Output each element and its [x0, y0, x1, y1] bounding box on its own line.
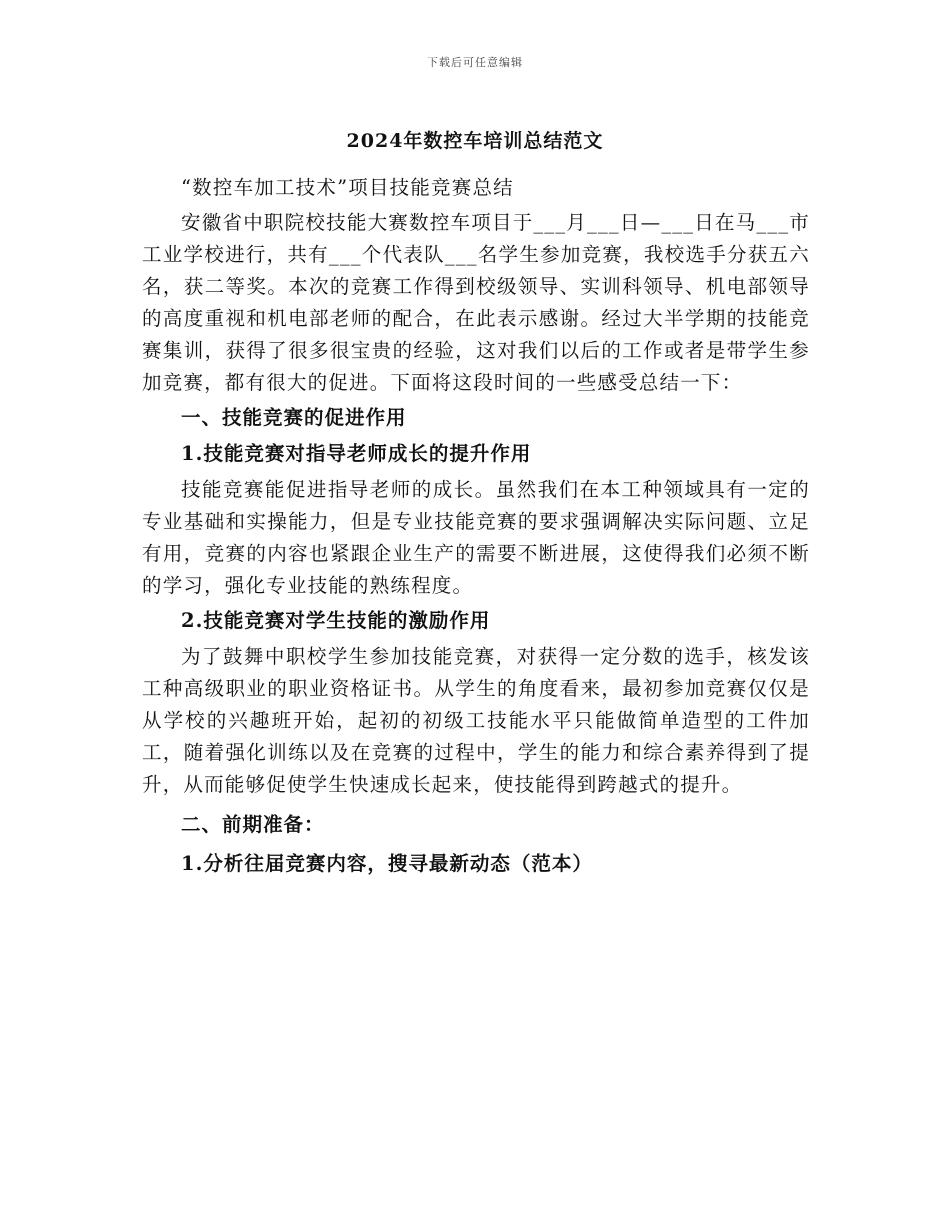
subsection-3-heading: 1.分析往届竞赛内容，搜寻最新动态（范本） — [181, 852, 593, 875]
subtitle-paragraph: “数控车加工技术”项目技能竞赛总结 — [181, 176, 514, 199]
header-note: 下载后可任意编辑 — [427, 56, 523, 69]
section-1-heading: 一、技能竞赛的促进作用 — [181, 406, 407, 429]
section-2-heading: 二、前期准备： — [181, 813, 325, 836]
document-body — [142, 172, 810, 884]
subsection-2-paragraph: 为了鼓舞中职校学生参加技能竞赛，对获得一定分数的选手，核发该工种高级职业的职业资格证书。从学生的角度看来，最初参加竞赛仅仅是从学校的兴趣班开始，起初的初级工技能水平只能做简单造型的工件加工，随着强化训练以及在竞赛的过程中，学生的能力和综合素养得到了提升，从而能够促使学生快速成长起来，使技能得到跨越式的提升。 — [142, 645, 810, 796]
subsection-1-paragraph: 技能竞赛能促进指导老师的成长。虽然我们在本工种领域具有一定的专业基础和实操能力，但是专业技能竞赛的要求强调解决实际问题、立足有用，竞赛的内容也紧跟企业生产的需要不断进展，这使得我们必须不断的学习，强化专业技能的熟练程度。 — [142, 478, 810, 597]
document-title: 2024年数控车培训总结范文 — [346, 130, 604, 152]
subsection-2-heading: 2.技能竞赛对学生技能的激励作用 — [181, 609, 491, 632]
intro-paragraph: 安徽省中职院校技能大赛数控车项目于___月___日—___日在马___市工业学校进行，共有___个代表队___名学生参加竞赛，我校选手分获五六名，获二等奖。本次的竞赛工作得到校级领导、实训科领导、机电部领导的高度重视和机电部老师的配合，在此表示感谢。经过大半学期的技能竞赛集训，获得了很多很宝贵的经验，这对我们以后的工作或者是带学生参加竞赛，都有很大的促进。下面将这段时间的一些感受总结一下： — [142, 211, 810, 394]
subsection-1-heading: 1.技能竞赛对指导老师成长的提升作用 — [181, 442, 532, 465]
